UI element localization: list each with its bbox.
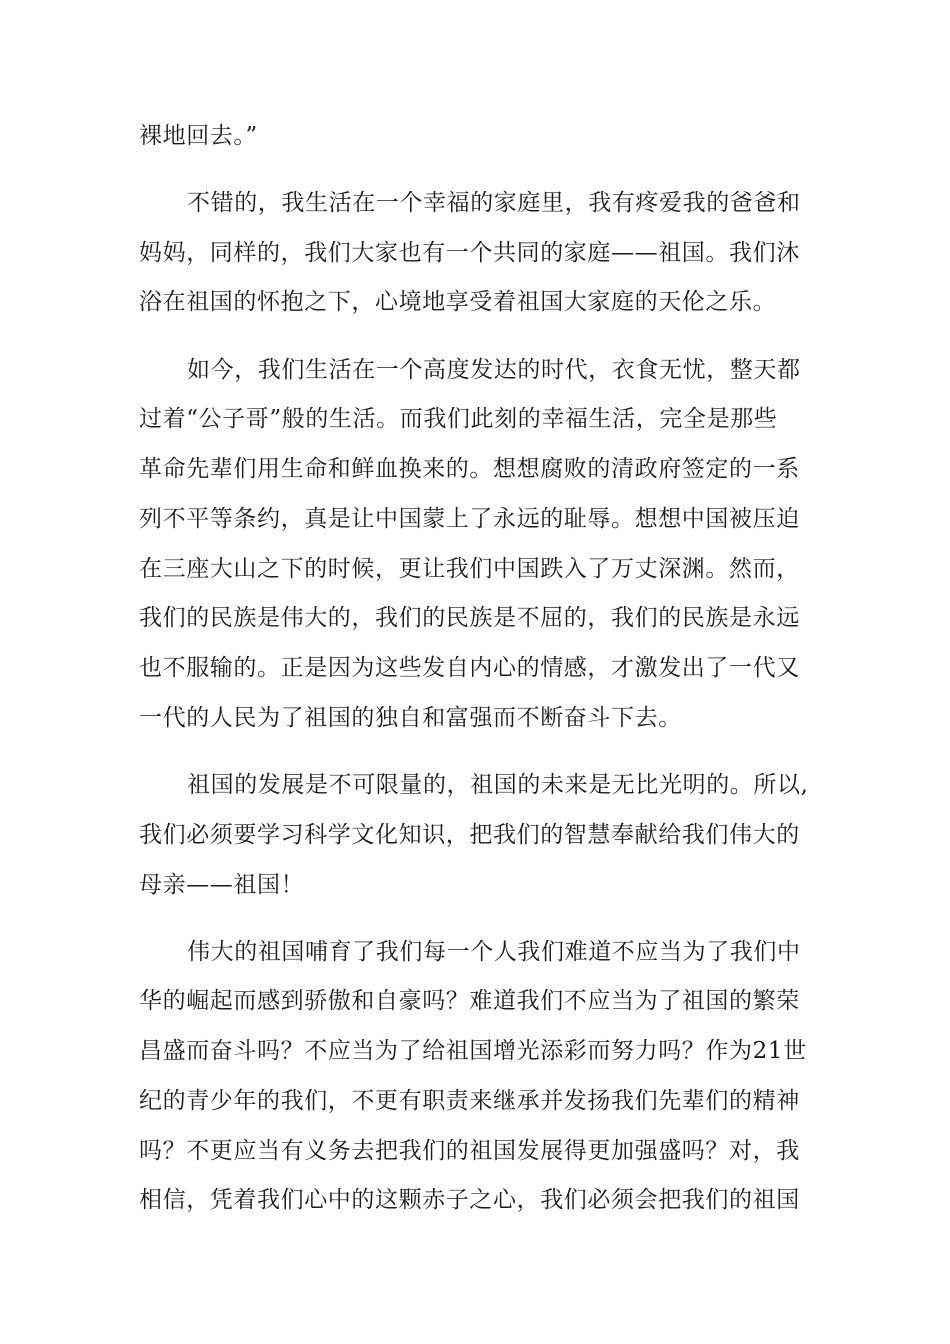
paragraph-3-line-5: 在三座大山之下的时候，更让我们中国跌入了万丈深渊。然而，: [139, 556, 800, 582]
paragraph-1-line-1: 裸地回去。”: [139, 123, 258, 149]
paragraph-5-line-4: 纪的青少年的我们，不更有职责来继承并发扬我们先辈们的精神: [139, 1088, 800, 1114]
paragraph-2-line-1: 不错的，我生活在一个幸福的家庭里，我有疼爱我的爸爸和: [187, 190, 801, 216]
paragraph-5-line-1: 伟大的祖国哺育了我们每一个人我们难道不应当为了我们中: [187, 939, 801, 965]
paragraph-5-line-6: 相信，凭着我们心中的这颗赤子之心，我们必须会把我们的祖国: [139, 1187, 800, 1213]
paragraph-3-line-2: 过着“公子哥”般的生活。而我们此刻的幸福生活，完全是那些: [139, 406, 778, 432]
paragraph-3-line-7: 也不服输的。正是因为这些发自内心的情感，才激发出了一代又: [139, 655, 800, 681]
paragraph-2-line-2: 妈妈，同样的，我们大家也有一个共同的家庭——祖国。我们沐: [139, 240, 800, 266]
paragraph-2-line-3: 浴在祖国的怀抱之下，心境地享受着祖国大家庭的天伦之乐。: [139, 289, 777, 315]
paragraph-3-line-1: 如今，我们生活在一个高度发达的时代，衣食无忧，整天都: [187, 357, 801, 383]
paragraph-5-line-2: 华的崛起而感到骄傲和自豪吗？难道我们不应当为了祖国的繁荣: [139, 988, 800, 1014]
paragraph-5-line-5: 吗？不更应当有义务去把我们的祖国发展得更加强盛吗？对，我: [139, 1138, 800, 1164]
paragraph-3-line-3: 革命先辈们用生命和鲜血换来的。想想腐败的清政府签定的一系: [139, 456, 800, 482]
paragraph-3-line-4: 列不平等条约，真是让中国蒙上了永远的耻辱。想想中国被压迫: [139, 506, 800, 532]
paragraph-4-line-1: 祖国的发展是不可限量的，祖国的未来是无比光明的。所以,: [187, 772, 809, 798]
paragraph-4-line-3: 母亲——祖国！: [139, 872, 305, 898]
paragraph-5-line-3: 昌盛而奋斗吗？不应当为了给祖国增光添彩而努力吗？作为21世: [139, 1038, 807, 1064]
paragraph-4-line-2: 我们必须要学习科学文化知识，把我们的智慧奉献给我们伟大的: [139, 822, 800, 848]
paragraph-3-line-8: 一代的人民为了祖国的独自和富强而不断奋斗下去。: [139, 705, 682, 731]
paragraph-3-line-6: 我们的民族是伟大的，我们的民族是不屈的，我们的民族是永远: [139, 605, 800, 631]
